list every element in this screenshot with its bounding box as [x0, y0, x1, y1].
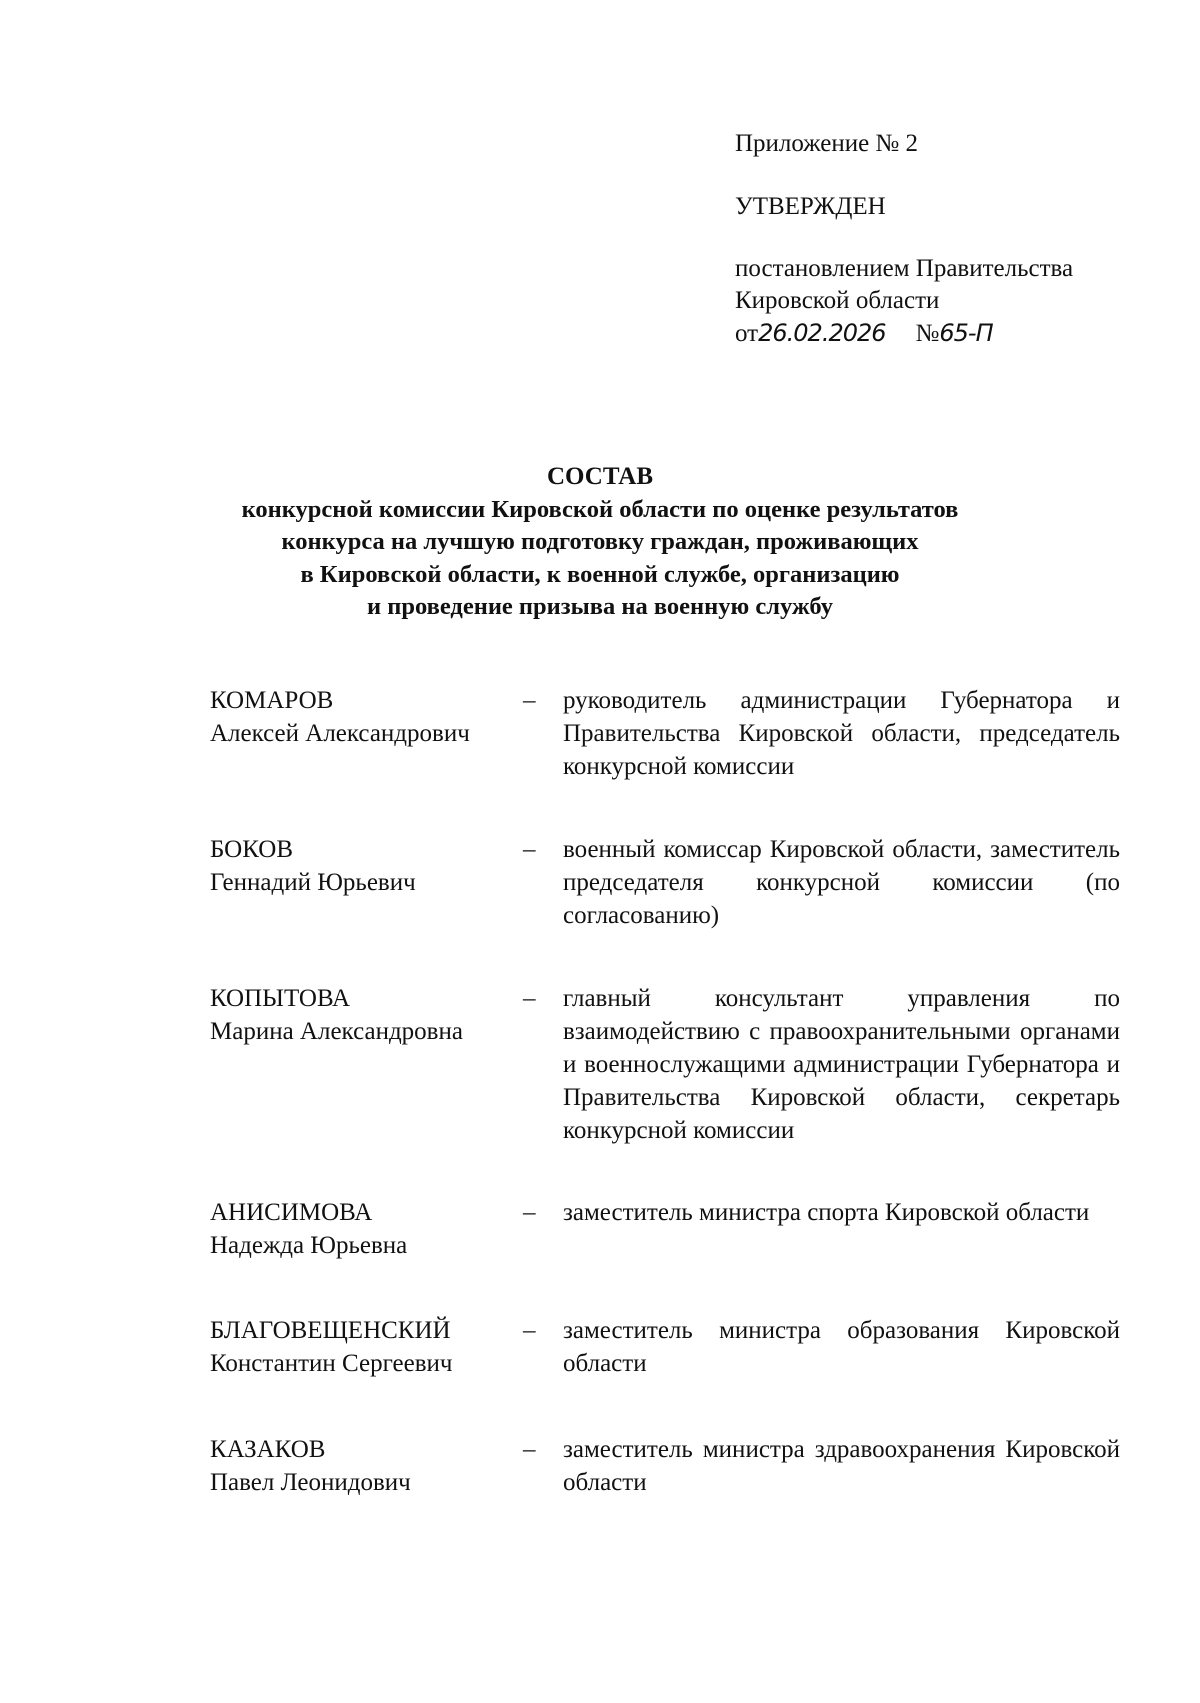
handwritten-number: 65-П: [939, 319, 993, 347]
title-line-4: и проведение призыва на военную службу: [367, 593, 833, 620]
title-line-3: в Кировской области, к военной службе, организацию: [300, 560, 900, 588]
member-role: заместитель министра спорта Кировской области: [563, 1199, 1090, 1226]
approval-date-line: [735, 317, 1135, 350]
member-name: [210, 833, 510, 899]
member-given-names: Константин Сергеевич: [210, 1350, 453, 1377]
member-given-names: Марина Александровна: [210, 1018, 463, 1045]
approved-label: УТВЕРЖДЕН: [735, 193, 886, 220]
handwritten-date: 26.02.2026: [758, 319, 886, 347]
member-name: [210, 684, 510, 750]
member-role: военный комиссар Кировской области, заместитель председателя конкурсной комиссии (по согласованию): [563, 836, 1120, 929]
member-surname: КОПЫТОВА: [210, 985, 351, 1012]
number-prefix: №: [915, 320, 940, 347]
member-name: [210, 1314, 510, 1380]
document-heading: СОСТАВ: [546, 463, 654, 490]
approved-by-line-1: постановлением Правительства: [735, 255, 1074, 282]
member-name: [210, 1433, 510, 1499]
member-given-names: Надежда Юрьевна: [210, 1232, 408, 1259]
member-name: [210, 982, 510, 1048]
member-dash: –: [523, 836, 536, 863]
document-title-block: [0, 461, 1200, 624]
member-role: заместитель министра здравоохранения Кировской области: [563, 1436, 1120, 1496]
member-surname: АНИСИМОВА: [210, 1199, 373, 1226]
member-dash: –: [523, 1436, 536, 1463]
member-given-names: Павел Леонидович: [210, 1469, 411, 1496]
title-line-1: конкурсной комиссии Кировской области по оценке результатов: [241, 495, 959, 523]
appendix-label: Приложение № 2: [735, 130, 919, 157]
title-line-2: конкурса на лучшую подготовку граждан, проживающих: [281, 528, 919, 555]
member-dash: –: [523, 985, 536, 1012]
member-role: главный консультант управления по взаимодействию с правоохранительными органами и военнослужащими администрации Губернатора и Правительства Кировской области, секретарь конкурсной комиссии: [563, 985, 1120, 1144]
member-role: заместитель министра образования Кировской области: [563, 1317, 1120, 1377]
date-prefix: от: [735, 320, 759, 347]
member-surname: КАЗАКОВ: [210, 1436, 326, 1463]
member-dash: –: [523, 1317, 536, 1344]
member-surname: БЛАГОВЕЩЕНСКИЙ: [210, 1317, 451, 1344]
approved-by-line-2: Кировской области: [735, 287, 940, 314]
member-surname: КОМАРОВ: [210, 687, 334, 714]
member-given-names: Геннадий Юрьевич: [210, 869, 416, 896]
member-role: руководитель администрации Губернатора и Правительства Кировской области, председатель конкурсной комиссии: [563, 687, 1120, 780]
member-surname: БОКОВ: [210, 836, 294, 863]
member-given-names: Алексей Александрович: [210, 720, 470, 747]
member-dash: –: [523, 687, 536, 714]
member-name: [210, 1196, 510, 1262]
approval-stamp: [735, 128, 1135, 350]
member-dash: –: [523, 1199, 536, 1226]
